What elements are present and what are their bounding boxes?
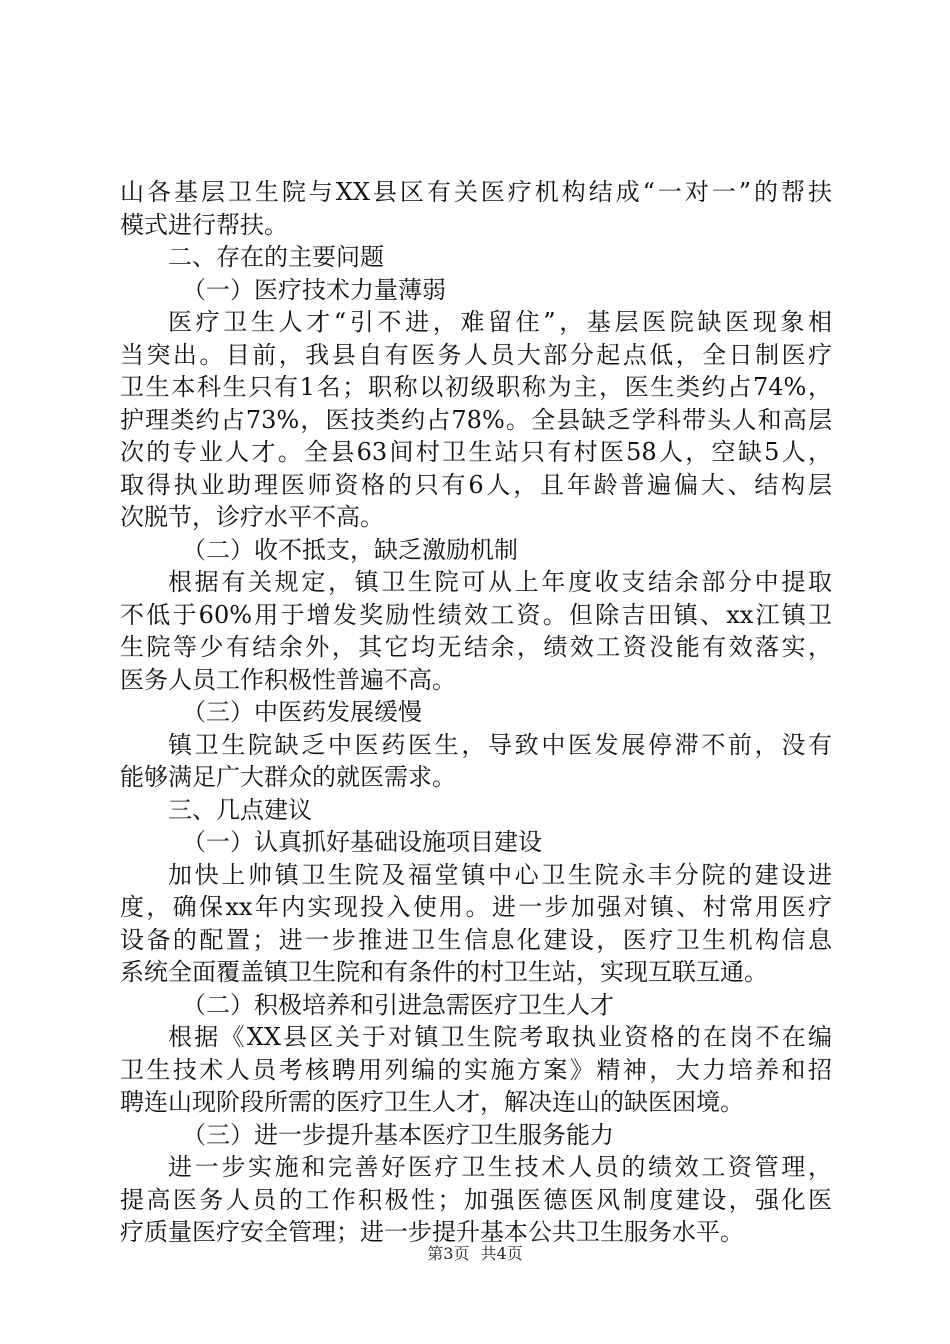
text-line: （一）医疗技术力量薄弱	[182, 275, 446, 304]
text-line: 镇卫生院缺乏中医药医生，导致中医发展停滞不前，没有	[168, 730, 832, 759]
text-line: 提高医务人员的工作积极性；加强医德医风制度建设，强化医	[120, 1185, 832, 1214]
text-line: 能够满足广大群众的就医需求。	[120, 763, 456, 791]
text-line: 取得执业助理医师资格的只有6人，且年龄普遍偏大、结构层	[120, 470, 832, 499]
text-line: 医务人员工作积极性普遍不高。	[120, 665, 456, 694]
text-line: 根据《XX县区关于对镇卫生院考取执业资格的在岗不在编	[168, 1023, 832, 1051]
text-line: 次的专业人才。全县63间村卫生站只有村医58人，空缺5人，	[120, 438, 832, 466]
text-line: 设备的配置；进一步推进卫生信息化建设，医疗卫生机构信息	[120, 925, 832, 954]
text-line: （二）积极培养和引进急需医疗卫生人才	[182, 990, 614, 1019]
text-line: 系统全面覆盖镇卫生院和有条件的村卫生站，实现互联互通。	[120, 958, 768, 986]
text-line: 护理类约占73%，医技类约占78%。全县缺乏学科带头人和高层	[120, 405, 832, 434]
text-line: 卫生本科生只有1名；职称以初级职称为主，医生类约占74%，	[120, 373, 832, 401]
text-line: （三）中医药发展缓慢	[182, 698, 422, 726]
text-line: 三、几点建议	[168, 795, 312, 824]
text-line: 山各基层卫生院与XX县区有关医疗机构结成“一对一”的帮扶	[120, 178, 832, 206]
text-line: 进一步实施和完善好医疗卫生技术人员的绩效工资管理，	[168, 1153, 832, 1181]
text-line: 度，确保xx年内实现投入使用。进一步加强对镇、村常用医疗	[120, 893, 832, 921]
text-line: 疗质量医疗安全管理；进一步提升基本公共卫生服务水平。	[120, 1218, 744, 1246]
text-line: （三）进一步提升基本医疗卫生服务能力	[182, 1120, 614, 1149]
text-line: （二）收不抵支，缺乏激励机制	[182, 535, 518, 564]
text-line: 卫生技术人员考核聘用列编的实施方案》精神，大力培养和招	[120, 1055, 832, 1084]
text-line: 医疗卫生人才“引不进，难留住”，基层医院缺医现象相	[168, 308, 832, 336]
text-line: 二、存在的主要问题	[168, 243, 384, 271]
text-line: 当突出。目前，我县自有医务人员大部分起点低，全日制医疗	[120, 340, 832, 369]
text-line: 模式进行帮扶。	[120, 210, 288, 239]
page-footer: 第3页 共4页	[427, 1244, 523, 1263]
text-line: 加快上帅镇卫生院及福堂镇中心卫生院永丰分院的建设进	[168, 860, 832, 889]
text-line: （一）认真抓好基础设施项目建设	[182, 828, 542, 856]
text-line: 生院等少有结余外，其它均无结余，绩效工资没能有效落实，	[120, 633, 832, 661]
text-line: 不低于60%用于增发奖励性绩效工资。但除吉田镇、xx江镇卫	[120, 600, 832, 629]
document-body	[120, 176, 832, 1249]
text-line: 根据有关规定，镇卫生院可从上年度收支结余部分中提取	[168, 568, 832, 596]
text-line: 聘连山现阶段所需的医疗卫生人才，解决连山的缺医困境。	[120, 1088, 744, 1116]
text-line: 次脱节，诊疗水平不高。	[120, 503, 384, 531]
